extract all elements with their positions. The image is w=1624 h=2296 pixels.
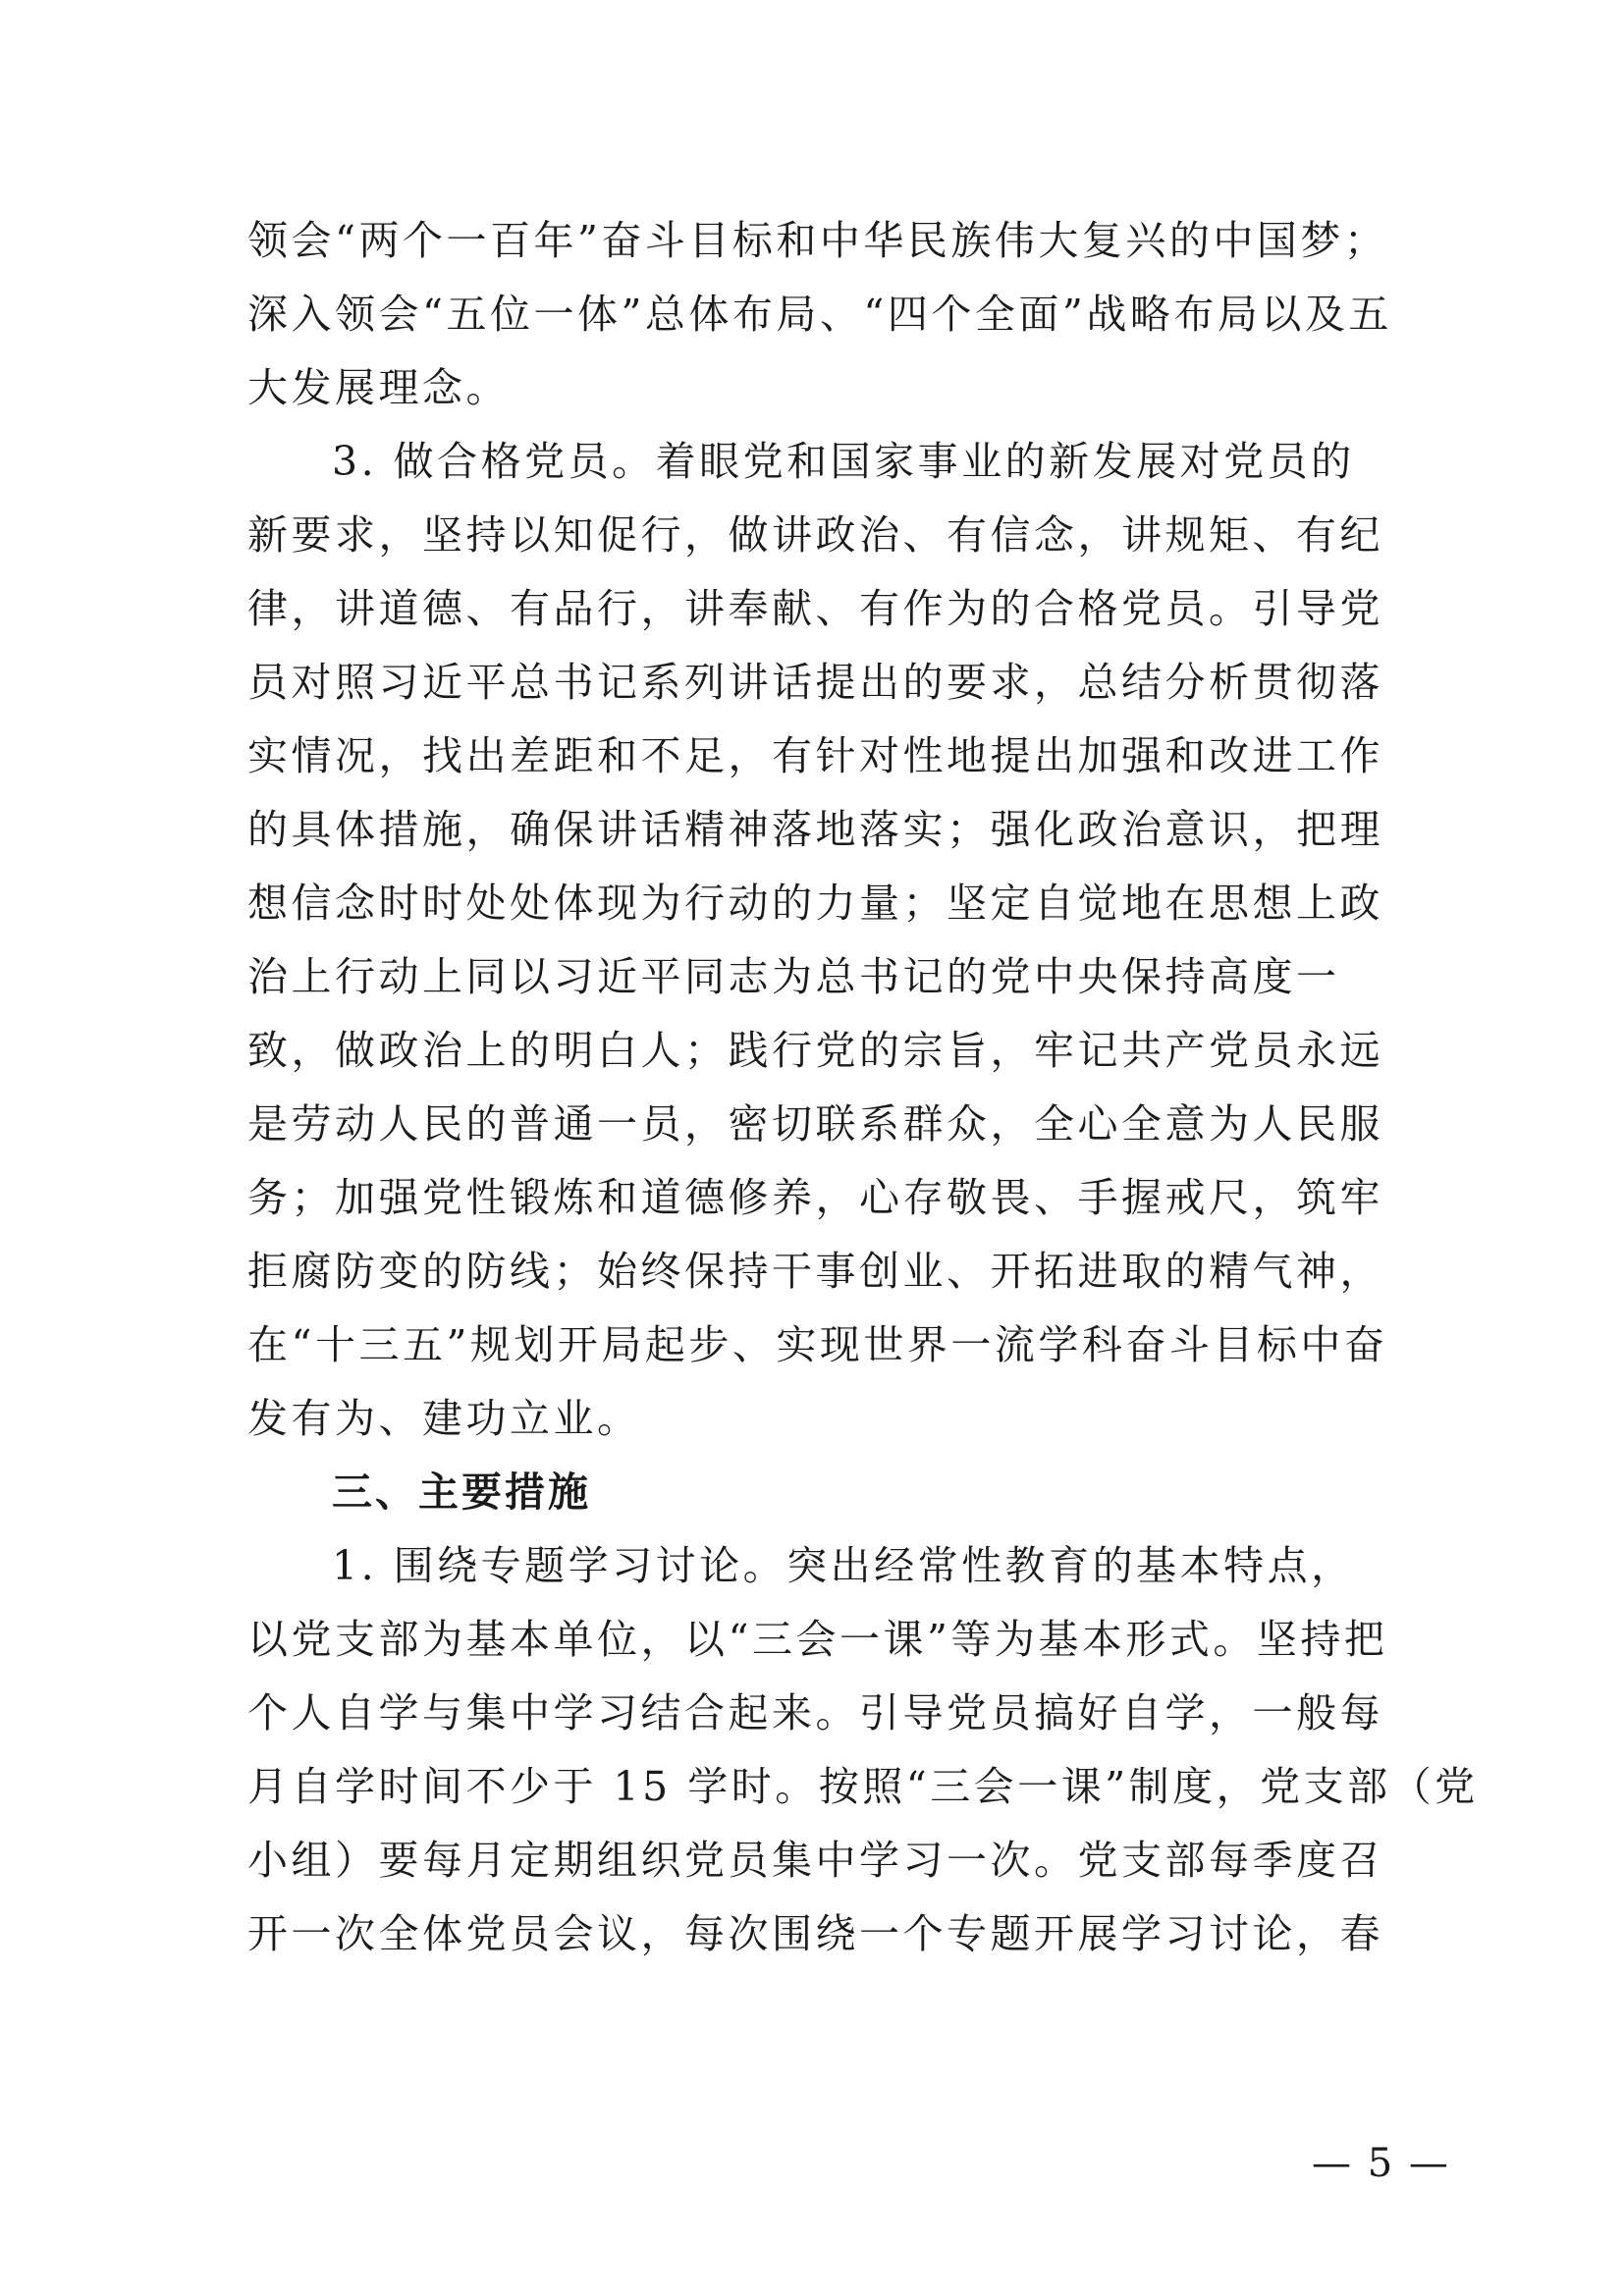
document-body: [247, 204, 1479, 1971]
body-line: 的具体措施，确保讲话精神落地落实；强化政治意识，把理: [247, 806, 1383, 853]
body-line: 在“十三五”规划开局起步、实现世界一流学科奋斗目标中奋: [247, 1321, 1388, 1368]
body-line: 开一次全体党员会议，每次围绕一个专题开展学习讨论，春: [247, 1910, 1383, 1957]
body-line: 是劳动人民的普通一员，密切联系群众，全心全意为人民服: [247, 1100, 1383, 1148]
body-line: 深入领会“五位一体”总体布局、“四个全面”战略布局以及五: [247, 291, 1392, 338]
body-line: 治上行动上同以习近平同志为总书记的党中央保持高度一: [247, 953, 1340, 1000]
body-line: 以党支部为基本单位，以“三会一课”等为基本形式。坚持把: [247, 1616, 1388, 1663]
body-line: 务；加强党性锻炼和道德修养，心存敬畏、手握戒尺，筑牢: [247, 1174, 1383, 1221]
body-line: 月自学时间不少于 15 学时。按照“三会一课”制度，党支部（党: [247, 1763, 1479, 1810]
body-line: 大发展理念。: [247, 364, 510, 411]
body-line: 领会“两个一百年”奋斗目标和中华民族伟大复兴的中国梦；: [247, 217, 1388, 264]
section-heading: 三、主要措施: [332, 1468, 591, 1516]
body-line: 想信念时时处处体现为行动的力量；坚定自觉地在思想上政: [247, 880, 1383, 927]
body-line: 发有为、建功立业。: [247, 1395, 641, 1442]
body-line: 拒腐防变的防线；始终保持干事创业、开拓进取的精气神，: [247, 1248, 1383, 1295]
body-line: 个人自学与集中学习结合起来。引导党员搞好自学，一般每: [247, 1689, 1383, 1736]
paragraph-start-line: 1. 围绕专题学习讨论。突出经常性教育的基本特点，: [332, 1542, 1355, 1589]
page-number: — 5 —: [1312, 2141, 1450, 2186]
body-line: 实情况，找出差距和不足，有针对性地提出加强和改进工作: [247, 732, 1383, 779]
body-line: 律，讲道德、有品行，讲奉献、有作为的合格党员。引导党: [247, 585, 1383, 632]
body-line: 新要求，坚持以知促行，做讲政治、有信念，讲规矩、有纪: [247, 511, 1383, 559]
body-line: 员对照习近平总书记系列讲话提出的要求，总结分析贯彻落: [247, 659, 1383, 706]
body-line: 小组）要每月定期组织党员集中学习一次。党支部每季度召: [247, 1837, 1383, 1884]
body-line: 致，做政治上的明白人；践行党的宗旨，牢记共产党员永远: [247, 1027, 1383, 1074]
paragraph-start-line: 3. 做合格党员。着眼党和国家事业的新发展对党员的: [332, 438, 1355, 485]
